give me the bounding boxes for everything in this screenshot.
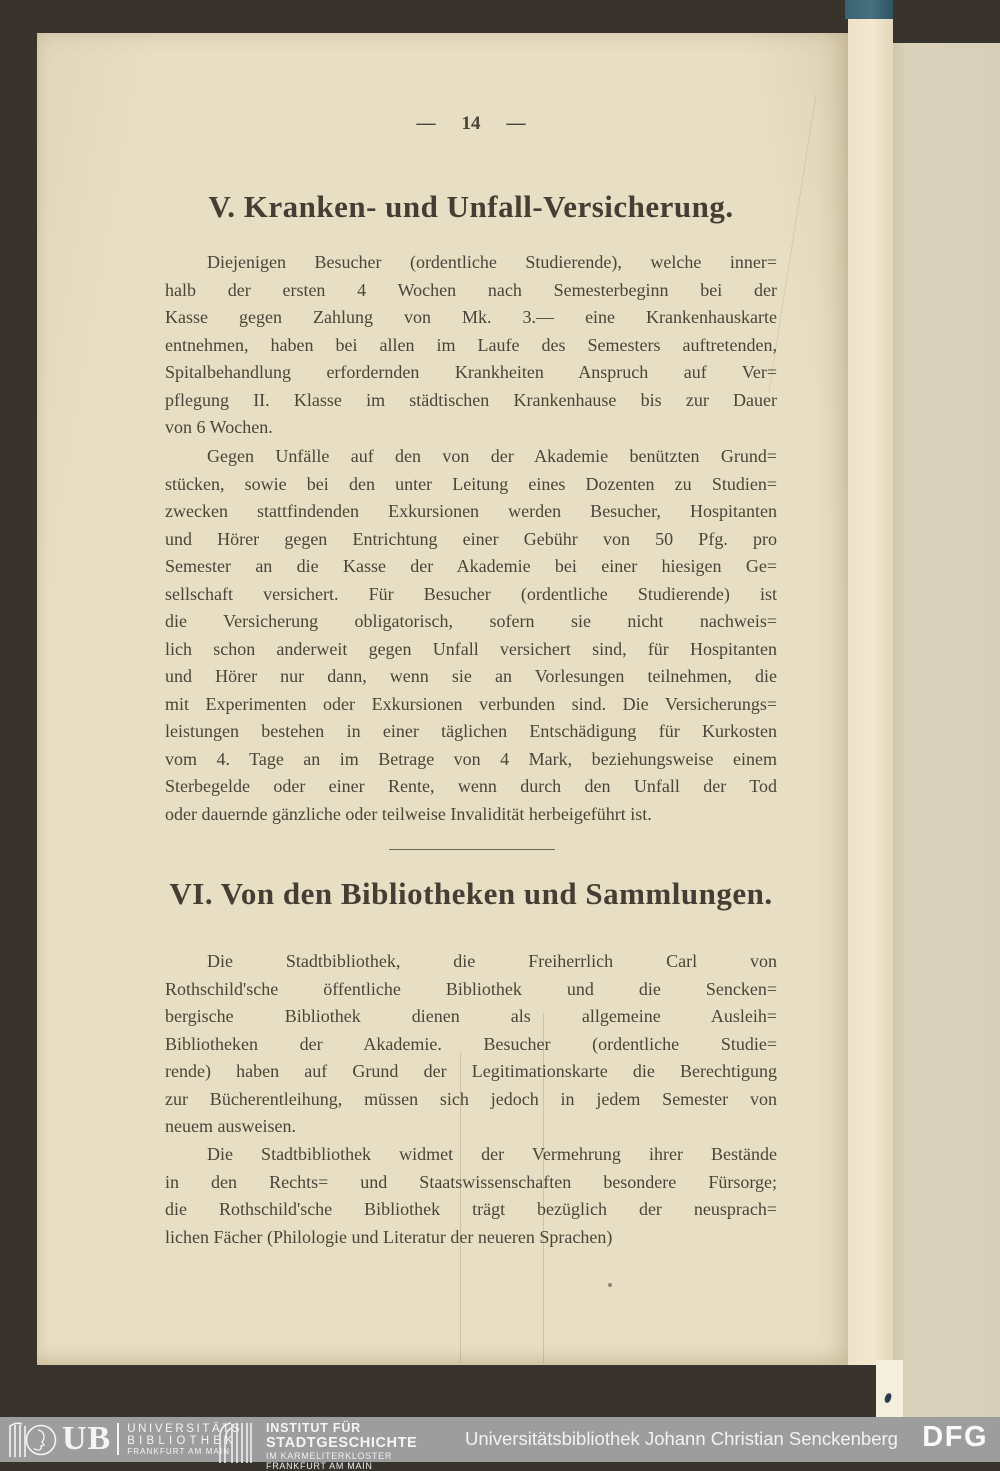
paragraph bbox=[165, 443, 777, 828]
institut-stadtgeschichte-logo bbox=[218, 1421, 417, 1471]
text-line: und Hörer gegen Entrichtung einer Gebühr von 50 Pfg. pro bbox=[165, 528, 777, 549]
text-line: zwecken stattfindenden Exkursionen werden Besucher, Hospitanten bbox=[165, 501, 777, 521]
text-line: Sterbegelde oder einer Rente, wenn durch den Unfall der Tod bbox=[165, 776, 777, 796]
page-edge-highlight bbox=[848, 18, 893, 1365]
text-line: rende) haben auf Grund der Legitimationskarte die Berechtigung bbox=[165, 1061, 777, 1081]
text-line: halb der ersten 4 Wochen nach Semesterbeginn bei der bbox=[165, 279, 777, 300]
text-line: neuem ausweisen. bbox=[165, 1116, 296, 1136]
ink-mark bbox=[884, 1392, 892, 1403]
dash-right: — bbox=[506, 113, 526, 134]
text-line: von 6 Wochen. bbox=[165, 417, 273, 437]
dfg-logo: DFG bbox=[922, 1421, 988, 1453]
text-line: sellschaft versichert. Für Besucher (ordentliche Studierende) ist bbox=[165, 583, 777, 604]
bookmark-slip bbox=[876, 1360, 903, 1417]
bookmark-ribbon bbox=[845, 0, 893, 19]
text-line: bergische Bibliothek dienen als allgemeine Ausleih= bbox=[165, 1006, 777, 1026]
page-number-value: 14 bbox=[461, 113, 481, 134]
text-line: Die Stadtbibliothek widmet der Vermehrung ihrer Bestände bbox=[207, 1144, 777, 1164]
library-footer-bar bbox=[0, 1417, 1000, 1471]
ub-line1: UNIVERSITÄTS bbox=[127, 1422, 243, 1435]
ub-line3: FRANKFURT AM MAIN bbox=[127, 1446, 231, 1456]
paper-speck bbox=[608, 1283, 612, 1287]
page-number bbox=[165, 113, 777, 135]
isg-line3: IM KARMELITERKLOSTER bbox=[266, 1451, 393, 1461]
library-credit-text: Universitätsbibliothek Johann Christian Senckenberg bbox=[465, 1428, 898, 1449]
text-line: die Versicherung obligatorisch, sofern sie nicht nachweis= bbox=[165, 611, 777, 631]
text-line: Gegen Unfälle auf den von der Akademie benützten Grund= bbox=[207, 446, 777, 466]
text-line: Bibliotheken der Akademie. Besucher (ordentliche Studie= bbox=[165, 1033, 777, 1054]
text-line: oder dauernde gänzliche oder teilweise Invalidität herbeigeführt ist. bbox=[165, 803, 652, 824]
isg-line1: INSTITUT FÜR bbox=[266, 1421, 362, 1435]
text-line: lich schon anderweit gegen Unfall versichert sind, für Hospitanten bbox=[165, 638, 777, 659]
isg-logo-text bbox=[266, 1421, 417, 1471]
isg-line2: STADTGESCHICHTE bbox=[266, 1435, 418, 1451]
ub-line2: BIBLIOTHEK bbox=[127, 1434, 237, 1447]
ub-divider bbox=[117, 1423, 119, 1455]
text-line: Rothschild'sche öffentliche Bibliothek und die Sencken= bbox=[165, 978, 777, 999]
paragraph bbox=[165, 948, 777, 1141]
text-line: Die Stadtbibliothek, die Freiherrlich Carl von bbox=[207, 951, 777, 971]
text-line: und Hörer nur dann, wenn sie an Vorlesungen teilnehmen, die bbox=[165, 666, 777, 686]
underlying-page-edge bbox=[893, 43, 1000, 1417]
ub-goethe-icon bbox=[8, 1420, 58, 1458]
paragraph bbox=[165, 249, 777, 442]
section-vi-heading: VI. Von den Bibliotheken und Sammlungen. bbox=[169, 876, 773, 911]
text-line: mit Experimenten oder Exkursionen verbunden sind. Die Versicherungs= bbox=[165, 693, 777, 714]
text-line: lichen Fächer (Philologie und Literatur der neueren Sprachen) bbox=[165, 1226, 613, 1247]
text-line: Kasse gegen Zahlung von Mk. 3.— eine Krankenhauskarte bbox=[165, 307, 777, 327]
ub-abbreviation: UB bbox=[62, 1420, 112, 1457]
text-line: Semester an die Kasse der Akademie bei einer hiesigen Ge= bbox=[165, 556, 777, 576]
isg-arch-icon bbox=[218, 1421, 252, 1463]
text-line: vom 4. Tage an im Betrage von 4 Mark, beziehungsweise einem bbox=[165, 748, 777, 769]
text-line: entnehmen, haben bei allen im Laufe des Semesters auftretenden, bbox=[165, 334, 777, 355]
book-page bbox=[37, 33, 848, 1365]
text-line: zur Bücherentleihung, müssen sich jedoch in jedem Semester von bbox=[165, 1088, 777, 1109]
dash-left: — bbox=[416, 113, 436, 134]
ub-logo bbox=[8, 1420, 242, 1458]
text-line: leistungen bestehen in einer täglichen Entschädigung für Kurkosten bbox=[165, 721, 777, 741]
section-divider bbox=[389, 849, 555, 850]
text-line: Spitalbehandlung erfordernden Krankheiten Anspruch auf Ver= bbox=[165, 362, 777, 382]
section-v-heading: V. Kranken- und Unfall-Versicherung. bbox=[208, 189, 734, 224]
text-line: pflegung II. Klasse im städtischen Krankenhause bis zur Dauer bbox=[165, 389, 777, 410]
paragraph bbox=[165, 1141, 777, 1251]
text-line: Diejenigen Besucher (ordentliche Studierende), welche inner= bbox=[207, 252, 777, 272]
isg-line4: FRANKFURT AM MAIN bbox=[266, 1461, 373, 1471]
text-line: in den Rechts= und Staatswissenschaften besondere Fürsorge; bbox=[165, 1171, 777, 1192]
text-line: die Rothschild'sche Bibliothek trägt bezüglich der neusprach= bbox=[165, 1199, 777, 1219]
text-line: stücken, sowie bei den unter Leitung eines Dozenten zu Studien= bbox=[165, 473, 777, 494]
